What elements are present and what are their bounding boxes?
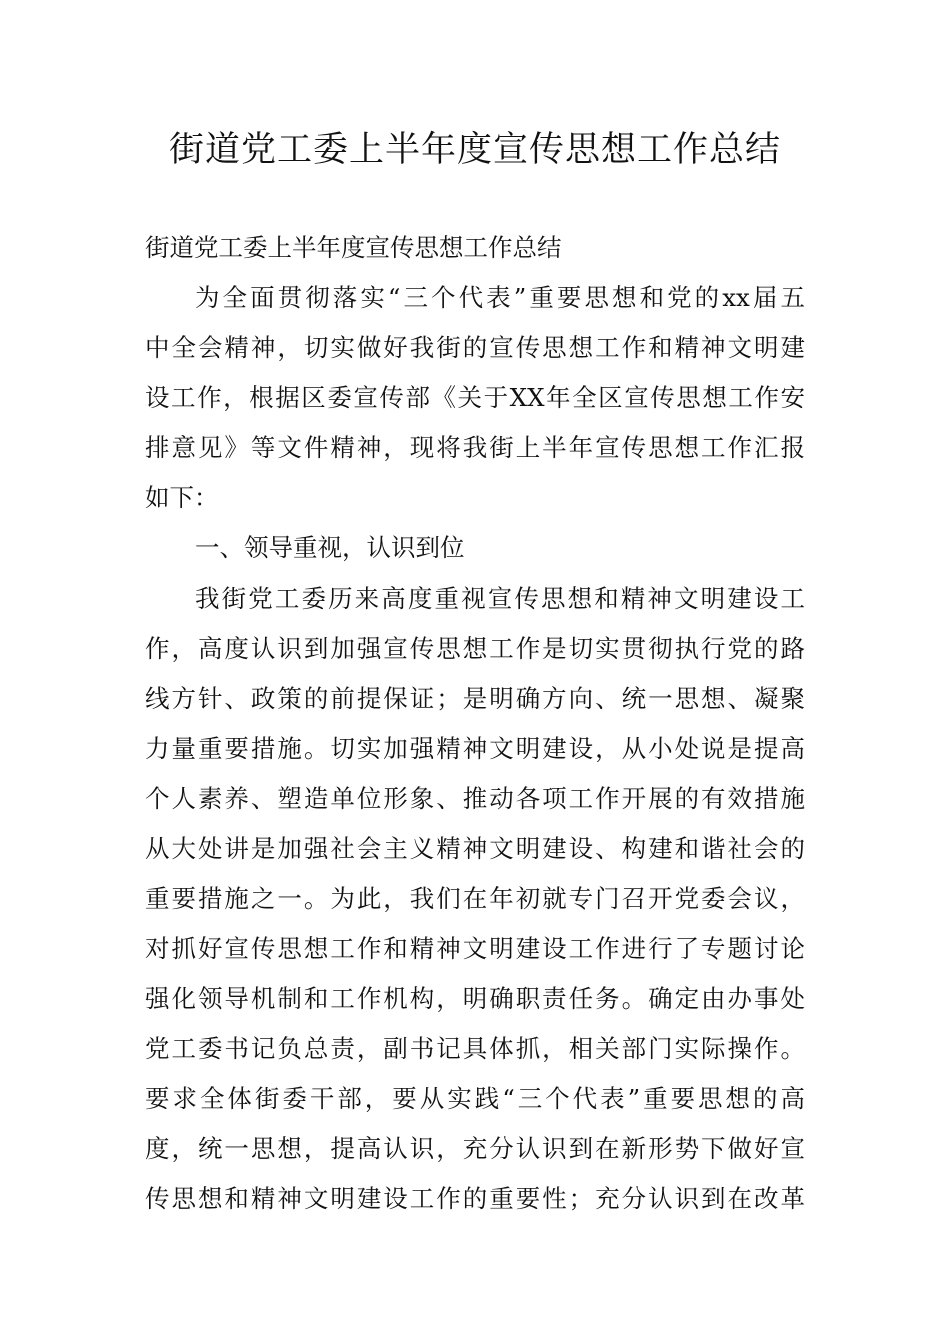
paragraph-line: 力量重要措施。切实加强精神文明建设，从小处说是提高 xyxy=(145,734,805,763)
paragraph-line: 如下： xyxy=(145,483,219,512)
paragraph-line: 为全面贯彻落实“三个代表”重要思想和党的xx届五 xyxy=(195,283,805,312)
paragraph-line: 重要措施之一。为此，我们在年初就专门召开党委会议， xyxy=(145,884,805,913)
paragraph-line: 对抓好宣传思想工作和精神文明建设工作进行了专题讨论 xyxy=(145,934,805,963)
paragraph-line: 度，统一思想，提高认识，充分认识到在新形势下做好宣 xyxy=(145,1134,805,1163)
document-title: 街道党工委上半年度宣传思想工作总结 xyxy=(168,130,781,170)
paragraph-line: 传思想和精神文明建设工作的重要性；充分认识到在改革 xyxy=(145,1184,805,1213)
subtitle-line: 街道党工委上半年度宣传思想工作总结 xyxy=(145,233,562,262)
paragraph-line: 强化领导机制和工作机构，明确职责任务。确定由办事处 xyxy=(145,984,805,1013)
paragraph-line: 要求全体街委干部，要从实践“三个代表”重要思想的高 xyxy=(145,1084,805,1113)
section-heading: 一、领导重视，认识到位 xyxy=(195,533,465,562)
paragraph-line: 中全会精神，切实做好我街的宣传思想工作和精神文明建 xyxy=(145,333,805,362)
paragraph-line: 排意见》等文件精神，现将我街上半年宣传思想工作汇报 xyxy=(145,433,805,462)
paragraph-line: 设工作，根据区委宣传部《关于XX年全区宣传思想工作安 xyxy=(145,383,805,412)
paragraph-line: 个人素养、塑造单位形象、推动各项工作开展的有效措施 xyxy=(145,784,805,813)
paragraph-line: 我街党工委历来高度重视宣传思想和精神文明建设工 xyxy=(195,584,805,613)
paragraph-line: 作，高度认识到加强宣传思想工作是切实贯彻执行党的路 xyxy=(145,634,805,663)
paragraph-line: 从大处讲是加强社会主义精神文明建设、构建和谐社会的 xyxy=(145,834,805,863)
paragraph-line: 党工委书记负总责，副书记具体抓，相关部门实际操作。 xyxy=(145,1034,805,1063)
paragraph-line: 线方针、政策的前提保证；是明确方向、统一思想、凝聚 xyxy=(145,684,805,713)
